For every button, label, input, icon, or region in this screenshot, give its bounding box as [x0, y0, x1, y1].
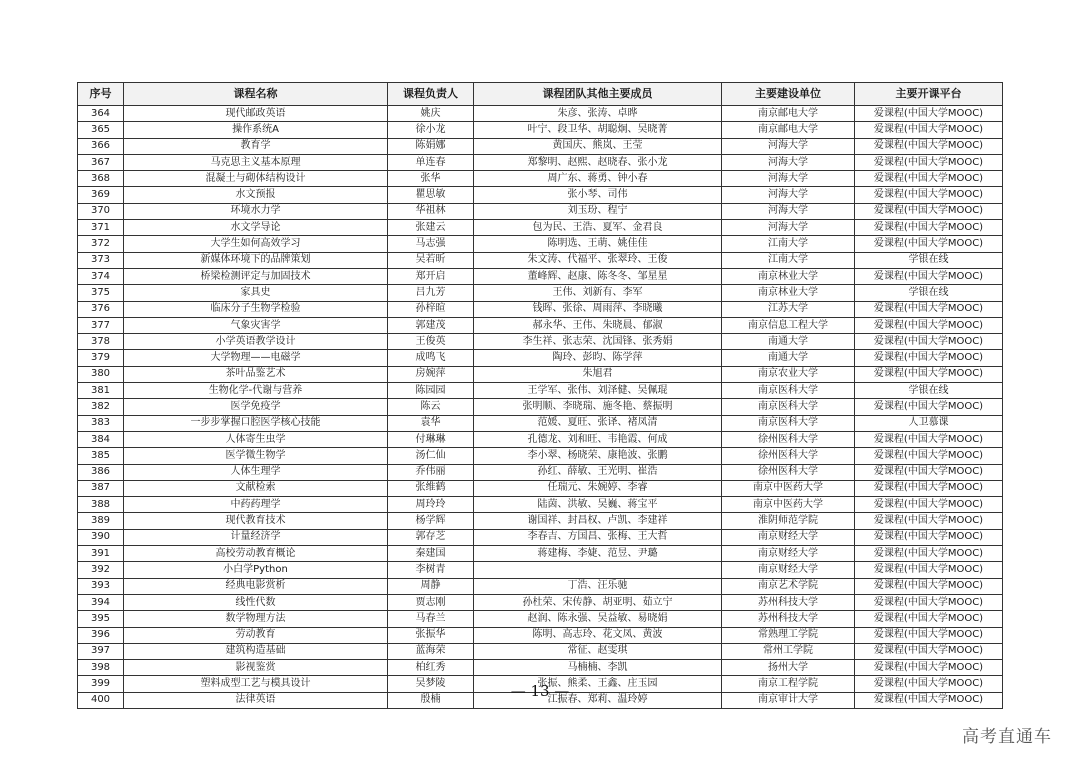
- table-row: [78, 220, 1003, 236]
- cell-institution: 江南大学: [722, 252, 855, 268]
- header-team-members: 课程团队其他主要成员: [474, 83, 722, 106]
- cell-institution: 江南大学: [722, 236, 855, 252]
- cell-team-members: 陆茵、洪敏、吴巍、蒋宝平: [474, 497, 722, 513]
- cell-course-name: 新媒体环境下的品牌策划: [124, 252, 388, 268]
- cell-course-lead: 吴梦陵: [388, 676, 474, 692]
- table-row: [78, 529, 1003, 545]
- cell-team-members: 谢国祥、封昌权、卢凯、李建祥: [474, 513, 722, 529]
- cell-index: 364: [78, 106, 124, 122]
- table-row: [78, 334, 1003, 350]
- cell-platform: 爱课程(中国大学MOOC): [855, 350, 1003, 366]
- cell-team-members: 常征、赵雯琪: [474, 643, 722, 659]
- table-row: [78, 480, 1003, 496]
- cell-index: 387: [78, 480, 124, 496]
- cell-institution: 常熟理工学院: [722, 627, 855, 643]
- table-row: [78, 464, 1003, 480]
- cell-team-members: 孙杜荣、宋传静、胡亚明、茹立宁: [474, 594, 722, 610]
- cell-course-lead: 华祖林: [388, 203, 474, 219]
- cell-team-members: 范媛、夏旺、张译、褚凤清: [474, 415, 722, 431]
- cell-institution: 苏州科技大学: [722, 611, 855, 627]
- cell-platform: 爱课程(中国大学MOOC): [855, 529, 1003, 545]
- table-row: [78, 399, 1003, 415]
- cell-course-lead: 单连春: [388, 154, 474, 170]
- cell-platform: 爱课程(中国大学MOOC): [855, 122, 1003, 138]
- cell-platform: 爱课程(中国大学MOOC): [855, 187, 1003, 203]
- cell-institution: 河海大学: [722, 138, 855, 154]
- cell-platform: 爱课程(中国大学MOOC): [855, 236, 1003, 252]
- cell-index: 375: [78, 285, 124, 301]
- cell-course-name: 数学物理方法: [124, 611, 388, 627]
- cell-platform: 爱课程(中国大学MOOC): [855, 660, 1003, 676]
- cell-course-name: 人体寄生虫学: [124, 431, 388, 447]
- cell-course-name: 文献检索: [124, 480, 388, 496]
- cell-team-members: 陈明选、王萌、姚佳佳: [474, 236, 722, 252]
- cell-index: 388: [78, 497, 124, 513]
- cell-index: 385: [78, 448, 124, 464]
- cell-platform: 爱课程(中国大学MOOC): [855, 513, 1003, 529]
- table-row: [78, 660, 1003, 676]
- cell-institution: 南京医科大学: [722, 399, 855, 415]
- cell-course-lead: 袁华: [388, 415, 474, 431]
- cell-platform: 爱课程(中国大学MOOC): [855, 611, 1003, 627]
- cell-course-lead: 殷楠: [388, 692, 474, 708]
- cell-course-lead: 张建云: [388, 220, 474, 236]
- cell-index: 367: [78, 154, 124, 170]
- table-row: [78, 350, 1003, 366]
- cell-institution: 南京审计大学: [722, 692, 855, 708]
- table-row: [78, 594, 1003, 610]
- table-row: [78, 546, 1003, 562]
- table-row: [78, 138, 1003, 154]
- table-row: [78, 252, 1003, 268]
- table-row: [78, 171, 1003, 187]
- cell-index: 390: [78, 529, 124, 545]
- cell-course-lead: 秦建国: [388, 546, 474, 562]
- cell-index: 393: [78, 578, 124, 594]
- cell-course-name: 临床分子生物学检验: [124, 301, 388, 317]
- header-course-name: 课程名称: [124, 83, 388, 106]
- cell-platform: 爱课程(中国大学MOOC): [855, 138, 1003, 154]
- table-row: [78, 497, 1003, 513]
- cell-platform: 爱课程(中国大学MOOC): [855, 268, 1003, 284]
- cell-platform: 爱课程(中国大学MOOC): [855, 627, 1003, 643]
- table-row: [78, 106, 1003, 122]
- cell-platform: 爱课程(中国大学MOOC): [855, 171, 1003, 187]
- table-row: [78, 203, 1003, 219]
- course-table: [77, 82, 1003, 709]
- cell-institution: 南京农业大学: [722, 366, 855, 382]
- cell-platform: 爱课程(中国大学MOOC): [855, 546, 1003, 562]
- cell-course-lead: 马春兰: [388, 611, 474, 627]
- cell-institution: 南京邮电大学: [722, 122, 855, 138]
- cell-institution: 扬州大学: [722, 660, 855, 676]
- cell-team-members: 朱旭君: [474, 366, 722, 382]
- cell-course-lead: 李树青: [388, 562, 474, 578]
- cell-index: 399: [78, 676, 124, 692]
- cell-platform: 爱课程(中国大学MOOC): [855, 643, 1003, 659]
- cell-platform: 人卫慕课: [855, 415, 1003, 431]
- cell-index: 389: [78, 513, 124, 529]
- cell-course-lead: 吕九芳: [388, 285, 474, 301]
- header-row: [78, 83, 1003, 106]
- cell-course-name: 计量经济学: [124, 529, 388, 545]
- cell-course-lead: 吴若昕: [388, 252, 474, 268]
- cell-course-lead: 贾志刚: [388, 594, 474, 610]
- cell-team-members: 朱彦、张涛、卓晔: [474, 106, 722, 122]
- cell-course-name: 大学生如何高效学习: [124, 236, 388, 252]
- cell-course-lead: 张维鹤: [388, 480, 474, 496]
- cell-course-lead: 成鸣飞: [388, 350, 474, 366]
- cell-course-name: 家具史: [124, 285, 388, 301]
- cell-course-name: 气象灾害学: [124, 317, 388, 333]
- cell-index: 370: [78, 203, 124, 219]
- table-row: [78, 415, 1003, 431]
- table-row: [78, 383, 1003, 399]
- cell-course-name: 经典电影赏析: [124, 578, 388, 594]
- cell-index: 380: [78, 366, 124, 382]
- cell-course-lead: 杨学辉: [388, 513, 474, 529]
- cell-index: 386: [78, 464, 124, 480]
- cell-course-lead: 郭建茂: [388, 317, 474, 333]
- cell-institution: 南京工程学院: [722, 676, 855, 692]
- cell-index: 376: [78, 301, 124, 317]
- cell-course-lead: 付琳琳: [388, 431, 474, 447]
- cell-course-name: 现代教育技术: [124, 513, 388, 529]
- cell-course-name: 一步步掌握口腔医学核心技能: [124, 415, 388, 431]
- cell-course-lead: 周静: [388, 578, 474, 594]
- cell-team-members: 王学军、张伟、刘泽健、吴佩琨: [474, 383, 722, 399]
- cell-platform: 爱课程(中国大学MOOC): [855, 301, 1003, 317]
- cell-course-name: 水文学导论: [124, 220, 388, 236]
- cell-institution: 南通大学: [722, 334, 855, 350]
- cell-institution: 南京中医药大学: [722, 497, 855, 513]
- cell-team-members: 李小翠、杨晓荣、康艳波、张鹏: [474, 448, 722, 464]
- page-number: — 13 —: [510, 682, 570, 700]
- cell-platform: 爱课程(中国大学MOOC): [855, 497, 1003, 513]
- cell-index: 384: [78, 431, 124, 447]
- cell-platform: 爱课程(中国大学MOOC): [855, 578, 1003, 594]
- cell-index: 396: [78, 627, 124, 643]
- table-row: [78, 562, 1003, 578]
- cell-course-name: 影视鉴赏: [124, 660, 388, 676]
- cell-institution: 南京邮电大学: [722, 106, 855, 122]
- cell-institution: 苏州科技大学: [722, 594, 855, 610]
- cell-course-lead: 瞿思敏: [388, 187, 474, 203]
- cell-course-lead: 周玲玲: [388, 497, 474, 513]
- cell-institution: 南京财经大学: [722, 529, 855, 545]
- cell-platform: 学银在线: [855, 252, 1003, 268]
- cell-course-lead: 陈娟娜: [388, 138, 474, 154]
- cell-team-members: 孔德龙、刘和旺、韦艳霞、何成: [474, 431, 722, 447]
- cell-course-lead: 陈云: [388, 399, 474, 415]
- cell-course-lead: 郑开启: [388, 268, 474, 284]
- cell-course-name: 现代邮政英语: [124, 106, 388, 122]
- cell-team-members: 陈明、高志玲、花文凤、黄波: [474, 627, 722, 643]
- cell-index: 398: [78, 660, 124, 676]
- table-row: [78, 513, 1003, 529]
- table-row: [78, 317, 1003, 333]
- cell-team-members: 朱文涛、代福平、张翠玲、王俊: [474, 252, 722, 268]
- header-course-lead: 课程负责人: [388, 83, 474, 106]
- cell-team-members: 马楠楠、李凯: [474, 660, 722, 676]
- cell-institution: 南京医科大学: [722, 415, 855, 431]
- cell-index: 365: [78, 122, 124, 138]
- cell-institution: 南京医科大学: [722, 383, 855, 399]
- cell-institution: 河海大学: [722, 203, 855, 219]
- table-row: [78, 611, 1003, 627]
- cell-team-members: 丁浩、汪乐驰: [474, 578, 722, 594]
- cell-platform: 爱课程(中国大学MOOC): [855, 692, 1003, 708]
- cell-index: 377: [78, 317, 124, 333]
- header-index: 序号: [78, 83, 124, 106]
- cell-platform: 爱课程(中国大学MOOC): [855, 154, 1003, 170]
- cell-course-name: 建筑构造基础: [124, 643, 388, 659]
- cell-course-name: 医学微生物学: [124, 448, 388, 464]
- cell-course-name: 生物化学-代谢与营养: [124, 383, 388, 399]
- cell-index: 378: [78, 334, 124, 350]
- cell-institution: 南通大学: [722, 350, 855, 366]
- cell-institution: 南京林业大学: [722, 268, 855, 284]
- cell-platform: 爱课程(中国大学MOOC): [855, 334, 1003, 350]
- cell-platform: 爱课程(中国大学MOOC): [855, 464, 1003, 480]
- cell-platform: 爱课程(中国大学MOOC): [855, 317, 1003, 333]
- cell-platform: 学银在线: [855, 285, 1003, 301]
- cell-platform: 学银在线: [855, 383, 1003, 399]
- cell-platform: 爱课程(中国大学MOOC): [855, 448, 1003, 464]
- cell-institution: 南京财经大学: [722, 546, 855, 562]
- cell-course-name: 环境水力学: [124, 203, 388, 219]
- cell-platform: 爱课程(中国大学MOOC): [855, 399, 1003, 415]
- cell-index: 381: [78, 383, 124, 399]
- cell-index: 392: [78, 562, 124, 578]
- cell-institution: 淮阴师范学院: [722, 513, 855, 529]
- cell-index: 372: [78, 236, 124, 252]
- cell-team-members: 张小琴、司伟: [474, 187, 722, 203]
- cell-course-name: 马克思主义基本原理: [124, 154, 388, 170]
- table-row: [78, 236, 1003, 252]
- cell-institution: 南京林业大学: [722, 285, 855, 301]
- table-body: [78, 106, 1003, 709]
- cell-team-members: 叶宁、段卫华、胡聪炯、吴晓菁: [474, 122, 722, 138]
- cell-institution: 徐州医科大学: [722, 448, 855, 464]
- cell-index: 383: [78, 415, 124, 431]
- cell-course-name: 中药药理学: [124, 497, 388, 513]
- cell-index: 395: [78, 611, 124, 627]
- cell-platform: 爱课程(中国大学MOOC): [855, 594, 1003, 610]
- cell-course-lead: 房婉萍: [388, 366, 474, 382]
- cell-platform: 爱课程(中国大学MOOC): [855, 676, 1003, 692]
- cell-institution: 南京中医药大学: [722, 480, 855, 496]
- cell-index: 391: [78, 546, 124, 562]
- cell-team-members: 黄国庆、熊岚、王莹: [474, 138, 722, 154]
- cell-institution: 河海大学: [722, 171, 855, 187]
- cell-course-name: 小白学Python: [124, 562, 388, 578]
- table-row: [78, 301, 1003, 317]
- cell-team-members: 董峰辉、赵康、陈冬冬、邹星星: [474, 268, 722, 284]
- cell-index: 397: [78, 643, 124, 659]
- cell-team-members: 李生祥、张志荣、沈国锋、张秀娟: [474, 334, 722, 350]
- cell-index: 374: [78, 268, 124, 284]
- cell-team-members: 周广东、蒋勇、钟小春: [474, 171, 722, 187]
- cell-index: 382: [78, 399, 124, 415]
- cell-course-lead: 柏红秀: [388, 660, 474, 676]
- cell-team-members: 任瑞元、朱婉婷、李睿: [474, 480, 722, 496]
- cell-institution: 河海大学: [722, 154, 855, 170]
- watermark: 高考直通车: [962, 727, 1052, 747]
- cell-course-name: 操作系统A: [124, 122, 388, 138]
- cell-institution: 南京信息工程大学: [722, 317, 855, 333]
- cell-index: 373: [78, 252, 124, 268]
- header-platform: 主要开课平台: [855, 83, 1003, 106]
- cell-platform: 爱课程(中国大学MOOC): [855, 480, 1003, 496]
- cell-index: 366: [78, 138, 124, 154]
- cell-index: 394: [78, 594, 124, 610]
- cell-team-members: 包为民、王浩、夏军、金君良: [474, 220, 722, 236]
- cell-platform: 爱课程(中国大学MOOC): [855, 562, 1003, 578]
- cell-institution: 河海大学: [722, 220, 855, 236]
- table-row: [78, 643, 1003, 659]
- cell-team-members: 陶玲、彭昀、陈学萍: [474, 350, 722, 366]
- cell-course-name: 人体生理学: [124, 464, 388, 480]
- cell-team-members: 王伟、刘新有、李军: [474, 285, 722, 301]
- cell-team-members: 孙红、薛敏、王光明、崔浩: [474, 464, 722, 480]
- cell-course-name: 医学免疫学: [124, 399, 388, 415]
- cell-institution: 江苏大学: [722, 301, 855, 317]
- cell-course-lead: 马志强: [388, 236, 474, 252]
- cell-course-name: 水文预报: [124, 187, 388, 203]
- cell-institution: 南京艺术学院: [722, 578, 855, 594]
- cell-course-lead: 蓝海荣: [388, 643, 474, 659]
- cell-course-name: 桥梁检测评定与加固技术: [124, 268, 388, 284]
- cell-team-members: 张振、熊柔、王鑫、庄玉园: [474, 676, 722, 692]
- cell-course-name: 劳动教育: [124, 627, 388, 643]
- cell-team-members: 李春吉、方国昌、张梅、王大哲: [474, 529, 722, 545]
- cell-institution: 常州工学院: [722, 643, 855, 659]
- cell-team-members: 刘玉玢、程宁: [474, 203, 722, 219]
- cell-team-members: 蒋建梅、李婕、范昱、尹璐: [474, 546, 722, 562]
- cell-institution: 南京财经大学: [722, 562, 855, 578]
- cell-team-members: 赵润、陈永强、吴益敏、易晓娟: [474, 611, 722, 627]
- cell-institution: 徐州医科大学: [722, 431, 855, 447]
- cell-course-lead: 姚庆: [388, 106, 474, 122]
- cell-index: 368: [78, 171, 124, 187]
- cell-course-lead: 乔伟丽: [388, 464, 474, 480]
- cell-index: 400: [78, 692, 124, 708]
- cell-team-members: [474, 562, 722, 578]
- cell-team-members: 江振春、郑莉、温玲婷: [474, 692, 722, 708]
- table-row: [78, 448, 1003, 464]
- table-row: [78, 431, 1003, 447]
- cell-platform: 爱课程(中国大学MOOC): [855, 106, 1003, 122]
- cell-course-name: 线性代数: [124, 594, 388, 610]
- cell-index: 369: [78, 187, 124, 203]
- cell-course-name: 高校劳动教育概论: [124, 546, 388, 562]
- table-row: [78, 285, 1003, 301]
- cell-course-name: 茶叶品鉴艺术: [124, 366, 388, 382]
- cell-team-members: 张明顺、李晓瑞、施冬艳、蔡振明: [474, 399, 722, 415]
- table-row: [78, 366, 1003, 382]
- cell-course-name: 教育学: [124, 138, 388, 154]
- cell-team-members: 郑黎明、赵熙、赵晓春、张小龙: [474, 154, 722, 170]
- cell-course-lead: 张华: [388, 171, 474, 187]
- table-row: [78, 268, 1003, 284]
- cell-course-lead: 郭存芝: [388, 529, 474, 545]
- cell-course-name: 大学物理——电磁学: [124, 350, 388, 366]
- cell-course-name: 小学英语教学设计: [124, 334, 388, 350]
- cell-platform: 爱课程(中国大学MOOC): [855, 220, 1003, 236]
- cell-index: 371: [78, 220, 124, 236]
- cell-team-members: 郝永华、王伟、朱晓晨、郁淑: [474, 317, 722, 333]
- table-row: [78, 122, 1003, 138]
- cell-course-name: 塑料成型工艺与模具设计: [124, 676, 388, 692]
- cell-team-members: 钱晖、张徐、周雨萍、李晓曦: [474, 301, 722, 317]
- cell-course-lead: 陈园园: [388, 383, 474, 399]
- header-institution: 主要建设单位: [722, 83, 855, 106]
- cell-platform: 爱课程(中国大学MOOC): [855, 366, 1003, 382]
- cell-institution: 徐州医科大学: [722, 464, 855, 480]
- cell-course-lead: 汤仁仙: [388, 448, 474, 464]
- table-row: [78, 627, 1003, 643]
- table-row: [78, 154, 1003, 170]
- cell-platform: 爱课程(中国大学MOOC): [855, 203, 1003, 219]
- cell-course-lead: 张振华: [388, 627, 474, 643]
- cell-course-lead: 徐小龙: [388, 122, 474, 138]
- cell-course-name: 混凝土与砌体结构设计: [124, 171, 388, 187]
- cell-index: 379: [78, 350, 124, 366]
- table-row: [78, 578, 1003, 594]
- cell-institution: 河海大学: [722, 187, 855, 203]
- cell-course-name: 法律英语: [124, 692, 388, 708]
- cell-platform: 爱课程(中国大学MOOC): [855, 431, 1003, 447]
- cell-course-lead: 孙梓暄: [388, 301, 474, 317]
- table-row: [78, 187, 1003, 203]
- cell-course-lead: 王俊英: [388, 334, 474, 350]
